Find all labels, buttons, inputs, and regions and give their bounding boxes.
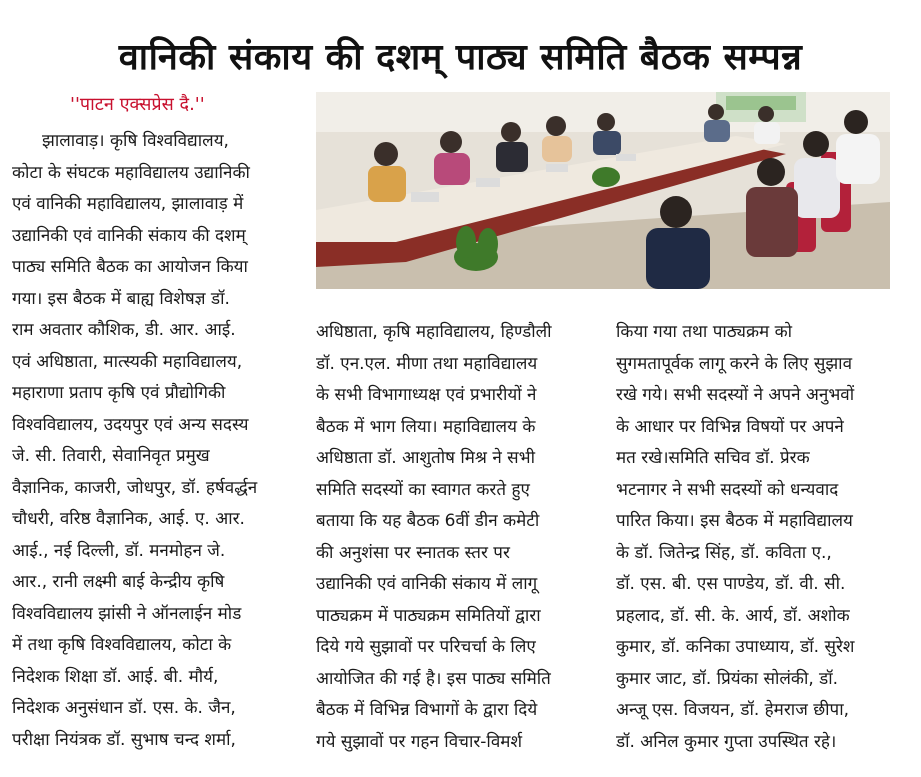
article-line: वैज्ञानिक, काजरी, जोधपुर, डॉ. हर्षवर्द्धन [12, 477, 258, 498]
article-line: चौधरी, वरिष्ठ वैज्ञानिक, आई. ए. आर. [12, 509, 245, 529]
article-line: जे. सी. तिवारी, सेवानिवृत प्रमुख [12, 446, 210, 466]
article-line: पारित किया। इस बैठक में महाविद्यालय [616, 511, 853, 531]
article-line: महाराणा प्रताप कृषि एवं प्रौद्योगिकी [12, 383, 226, 403]
article-line: एवं अधिष्ठाता, मात्स्यकी महाविद्यालय, [12, 351, 243, 372]
article-line: मत रखे।समिति सचिव डॉ. प्रेरक [616, 448, 810, 468]
article-column-3 [616, 317, 911, 758]
article-line: निदेशक अनुसंधान डॉ. एस. के. जैन, [12, 698, 236, 718]
article-line: की अनुशंसा पर स्नातक स्तर पर [316, 542, 510, 563]
article-line: विश्वविद्यालय झांसी ने ऑनलाईन मोड [12, 603, 242, 624]
article-line: के आधार पर विभिन्न विषयों पर अपने [616, 416, 844, 437]
headline: वानिकी संकाय की दशम् पाठ्य समिति बैठक सम्पन्न [118, 37, 803, 79]
article-line: अधिष्ठाता डॉ. आशुतोष मिश्र ने सभी [316, 448, 536, 468]
article-line: कुमार जाट, डॉ. प्रियंका सोलंकी, डॉ. [616, 668, 839, 689]
article-line: डॉ. एस. बी. एस पाण्डेय, डॉ. वी. सी. [616, 574, 846, 594]
article-line: कुमार, डॉ. कनिका उपाध्याय, डॉ. सुरेश [616, 637, 855, 657]
article-line: बैठक में विभिन्न विभागों के द्वारा दिये [316, 700, 538, 720]
article-line: बैठक में भाग लिया। महाविद्यालय के [316, 416, 536, 437]
article-line: के डॉ. जितेन्द्र सिंह, डॉ. कविता ए., [616, 542, 832, 563]
article-line: डॉ. एन.एल. मीणा तथा महाविद्यालय [316, 353, 538, 374]
article-line: अधिष्ठाता, कृषि महाविद्यालय, हिण्डौली [316, 322, 552, 342]
article-line: दिये गये सुझावों पर परिचर्चा के लिए [316, 637, 536, 657]
article-line: पाठ्य समिति बैठक का आयोजन किया [12, 257, 248, 277]
article-line: बताया कि यह बैठक 6वीं डीन कमेटी [316, 511, 540, 531]
article-line: विश्वविद्यालय, उदयपुर एवं अन्य सदस्य [12, 414, 249, 435]
article-line: के सभी विभागाध्यक्ष एवं प्रभारीयों ने [316, 385, 537, 405]
article-line: रखे गये। सभी सदस्यों ने अपने अनुभवों [616, 385, 855, 405]
article-line: डॉ. अनिल कुमार गुप्ता उपस्थित रहे। [616, 731, 837, 752]
article-line: उद्यानिकी एवं वानिकी संकाय में लागू [316, 574, 538, 594]
byline: ''पाटन एक्सप्रेस दै.'' [70, 94, 205, 115]
article-line: झालावाड़। कृषि विश्वविद्यालय, [42, 131, 229, 151]
article-line: पाठ्यक्रम में पाठ्यक्रम समितियों द्वारा [316, 605, 541, 626]
article-line: गये सुझावों पर गहन विचार-विमर्श [316, 731, 523, 752]
article-line: समिति सदस्यों का स्वागत करते हुए [316, 479, 530, 500]
article-line: परीक्षा नियंत्रक डॉ. सुभाष चन्द शर्मा, [12, 729, 236, 750]
article-line: गया। इस बैठक में बाह्य विशेषज्ञ डॉ. [12, 288, 230, 309]
article-line: राम अवतार कौशिक, डी. आर. आई. [12, 320, 236, 340]
article-line: निदेशक शिक्षा डॉ. आई. बी. मौर्य, [12, 666, 219, 687]
article-line: भटनागर ने सभी सदस्यों को धन्यवाद [616, 479, 839, 500]
article-line: अन्जू एस. विजयन, डॉ. हेमराज छीपा, [616, 700, 849, 720]
article-line: सुगमतापूर्वक लागू करने के लिए सुझाव [616, 353, 853, 374]
article-line: में तथा कृषि विश्वविद्यालय, कोटा के [12, 635, 232, 655]
article-line: आर., रानी लक्ष्मी बाई केन्द्रीय कृषि [12, 572, 225, 592]
article-line: किया गया तथा पाठ्यक्रम को [616, 322, 793, 342]
meeting-room-illustration [316, 92, 890, 289]
article-column-2 [316, 317, 602, 758]
article-line: कोटा के संघटक महाविद्यालय उद्यानिकी [12, 162, 250, 183]
article-column-1 [12, 126, 312, 756]
meeting-photo [316, 92, 890, 289]
article-line: एवं वानिकी महाविद्यालय, झालावाड़ में [12, 194, 244, 214]
article-line: आई., नई दिल्ली, डॉ. मनमोहन जे. [12, 540, 226, 561]
article-line: प्रहलाद, डॉ. सी. के. आर्य, डॉ. अशोक [616, 605, 850, 626]
article-line: उद्यानिकी एवं वानिकी संकाय की दशम् [12, 225, 246, 246]
article-line: आयोजित की गई है। इस पाठ्य समिति [316, 668, 551, 689]
